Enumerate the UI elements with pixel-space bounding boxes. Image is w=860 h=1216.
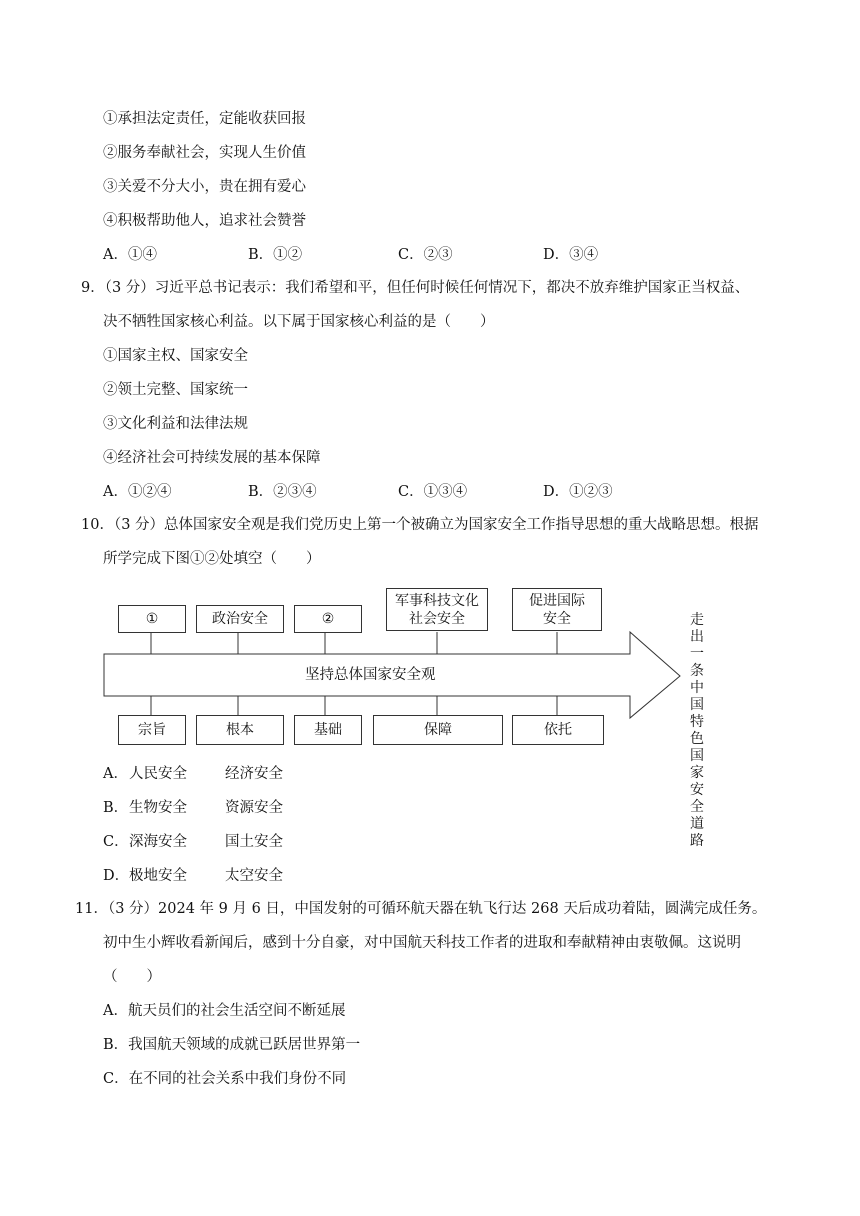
q8-item-1: ①承担法定责任，定能收获回报 [103,111,306,127]
q9-stem-line-1: 9．（3 分）习近平总书记表示：我们希望和平，但任何时候任何情况下，都决不放弃维护国家正当权益、 [81,280,750,296]
q9-option-c[interactable]: C．①③④ [398,484,468,500]
diagram-side-text: 走出一条中国特色国家安全道路 [690,612,704,849]
q9-item-4: ④经济社会可持续发展的基本保障 [103,450,321,466]
q8-item-3: ③关爱不分大小，贵在拥有爱心 [103,179,306,195]
q11-option-a[interactable]: A．航天员们的社会生活空间不断延展 [103,1003,346,1019]
q9-item-2: ②领土完整、国家统一 [103,382,248,398]
q10-option-a-first: 人民安全 [129,766,187,782]
q8-option-b[interactable]: B．①② [248,247,303,263]
diagram-bottom-box-guarantee: 保障 [373,715,503,745]
q8-option-a[interactable]: A．①④ [103,247,157,263]
q10-option-c-label: C． [103,834,129,850]
q10-stem-line-1: 10．（3 分）总体国家安全观是我们党历史上第一个被确立为国家安全工作指导思想的重大战略思想。根据 [81,517,759,533]
diagram-top-box-military-tech-culture-society: 军事科技文化社会安全 [386,588,488,631]
q9-option-b[interactable]: B．②③④ [248,484,317,500]
q8-item-2: ②服务奉献社会，实现人生价值 [103,145,306,161]
q9-item-3: ③文化利益和法律法规 [103,416,248,432]
q8-option-c[interactable]: C．②③ [398,247,453,263]
diagram-top-box-international-security: 促进国际安全 [512,588,602,631]
q10-option-b-second: 资源安全 [225,800,283,816]
q11-stem-line-3: （ ） [103,969,161,985]
q11-stem-line-1: 11．（3 分）2024 年 9 月 6 日，中国发射的可循环航天器在轨飞行达 268 天后成功着陆，圆满完成任务。 [75,901,767,917]
q10-option-a-second: 经济安全 [225,766,283,782]
q10-option-c-second: 国土安全 [225,834,283,850]
diagram-bottom-box-foundation: 根本 [196,715,284,745]
diagram-bottom-box-purpose: 宗旨 [118,715,186,745]
q10-option-d-label: D． [103,868,130,884]
diagram-top-box-2: ② [294,605,362,633]
q10-option-b-first: 生物安全 [129,800,187,816]
q10-option-c-first: 深海安全 [129,834,187,850]
diagram-bottom-box-support: 依托 [512,715,604,745]
q11-stem-line-2: 初中生小辉收看新闻后，感到十分自豪，对中国航天科技工作者的进取和奉献精神由衷敬佩。这说明 [103,935,741,951]
q9-item-1: ①国家主权、国家安全 [103,348,248,364]
q10-option-d-first: 极地安全 [129,868,187,884]
q9-option-a[interactable]: A．①②④ [103,484,172,500]
q8-option-d[interactable]: D．③④ [543,247,599,263]
q11-option-b[interactable]: B．我国航天领域的成就已跃居世界第一 [103,1037,361,1053]
diagram-bottom-box-basis: 基础 [294,715,362,745]
q10-option-a-label: A． [103,766,128,782]
q9-stem-line-2: 决不牺牲国家核心利益。以下属于国家核心利益的是（ ） [103,314,495,330]
diagram-top-box-1: ① [118,605,186,633]
diagram-top-box-political-security: 政治安全 [196,605,284,633]
diagram-arrow-label: 坚持总体国家安全观 [305,667,436,683]
q10-option-d-second: 太空安全 [225,868,283,884]
q10-option-b-label: B． [103,800,129,816]
q8-item-4: ④积极帮助他人，追求社会赞誉 [103,213,306,229]
q10-stem-line-2: 所学完成下图①②处填空（ ） [103,551,321,567]
q11-option-c[interactable]: C．在不同的社会关系中我们身份不同 [103,1071,347,1087]
q9-option-d[interactable]: D．①②③ [543,484,613,500]
